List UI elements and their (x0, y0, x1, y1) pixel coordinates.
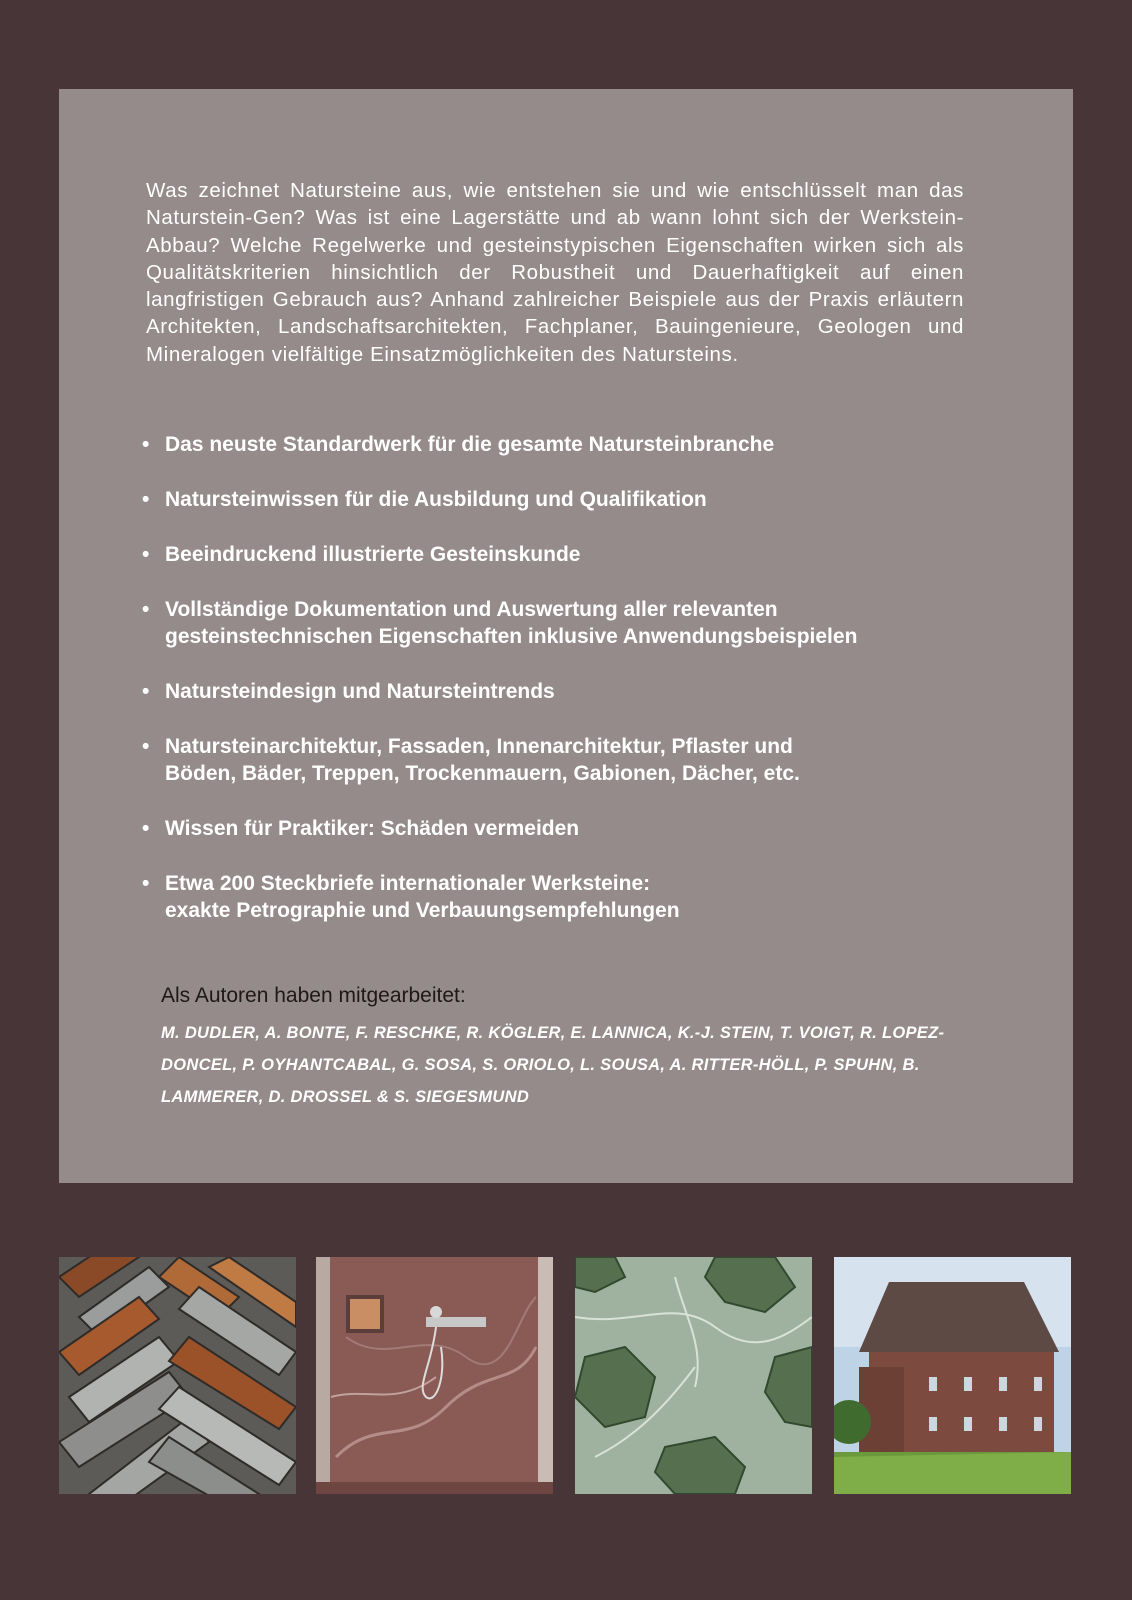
photo-herringbone-stone-wood (59, 1257, 296, 1494)
feature-item: • Etwa 200 Steckbriefe internationaler Werksteine: exakte Petrographie und Verbauungsempfehlungen (142, 872, 680, 922)
feature-list (142, 431, 1022, 952)
authors-heading: Als Autoren haben mitgearbeitet: (161, 984, 466, 1007)
intro-paragraph: Was zeichnet Natursteine aus, wie entstehen sie und wie entschlüsselt man das Naturstein-Gen? Was ist eine Lagerstätte und ab wann lohnt sich der Werkstein-Abbau? Welche Regelwerke und gesteinstypischen Eigenschaften wirken sich als Qualitätskriterien hinsichtlich der Robustheit und Dauerhaftigkeit auf einen langfristigen Gebrauch aus? Anhand zahlreicher Beispiele aus der Praxis erläutern Architekten, Landschaftsarchitekten, Fachplaner, Bauingenieure, Geologen und Mineralogen vielfältige Einsatzmöglichkeiten des Natursteins. (146, 179, 964, 366)
bullet-icon: • (142, 817, 150, 840)
bullet-icon: • (142, 488, 150, 511)
feature-item: • Natursteinwissen für die Ausbildung und Qualifikation (142, 488, 707, 511)
description-panel (59, 89, 1073, 1183)
feature-item: • Wissen für Praktiker: Schäden vermeiden (142, 817, 580, 840)
bullet-icon: • (142, 735, 150, 758)
photo-marble-shower (316, 1257, 553, 1494)
feature-item: • Natursteinarchitektur, Fassaden, Innenarchitektur, Pflaster und Böden, Bäder, Treppen, Trockenmauern, Gabionen, Dächer, etc. (142, 735, 800, 785)
feature-item: • Vollständige Dokumentation und Auswertung aller relevanten gesteinstechnischen Eigenschaften inklusive Anwendungsbeispielen (142, 598, 858, 648)
bullet-icon: • (142, 680, 150, 703)
bullet-icon: • (142, 872, 150, 895)
authors-list: M. DUDLER, A. BONTE, F. RESCHKE, R. KÖGLER, E. LANNICA, K.-J. STEIN, T. VOIGT, R. LOPEZ-DONCEL, P. OYHANTCABAL, G. SOSA, S. ORIOLO, L. SOUSA, A. RITTER-HÖLL, P. SPUHN, B. LAMMERER, D. DROSSEL & S. SIEGESMUND (161, 1024, 945, 1106)
bullet-icon: • (142, 433, 150, 456)
feature-item: • Natursteindesign und Natursteintrends (142, 680, 555, 703)
feature-item: • Beeindruckend illustrierte Gesteinskunde (142, 543, 581, 566)
photo-stone-building (834, 1257, 1071, 1494)
feature-item: • Das neuste Standardwerk für die gesamte Natursteinbranche (142, 433, 775, 456)
photo-green-stone-pattern (575, 1257, 812, 1494)
bullet-icon: • (142, 543, 150, 566)
bullet-icon: • (142, 598, 150, 621)
